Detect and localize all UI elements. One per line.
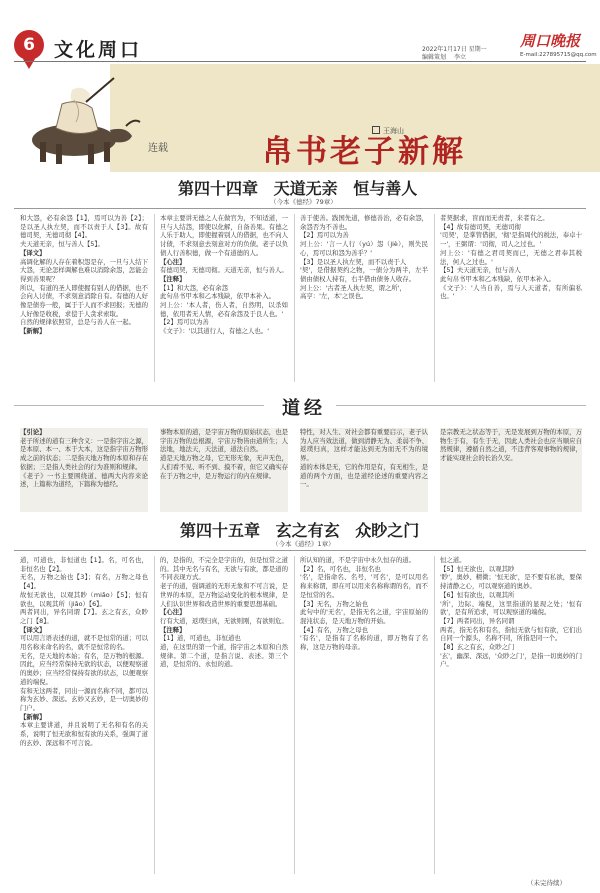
paragraph: '所'，边际、端倪，这里指道的显现之处；'恒有欲'，是有所追求，可以观察道的端倪。 bbox=[440, 599, 582, 617]
paragraph: 【4】故有德司契，无德司彻 bbox=[440, 222, 521, 231]
paragraph: 【3】是以圣人执左契，而不以责于人 bbox=[300, 257, 407, 266]
paragraph: 可以用言语表述的道，就不是恒常的道；可以用名称来命名的名，就不是恒常的名。 bbox=[20, 634, 148, 652]
paragraph: 【8】玄之有玄，众眇之门 bbox=[440, 643, 515, 652]
contact-email: E-mail:227895715@qq.com bbox=[520, 52, 597, 58]
paragraph: 本章主要讲道，并且说明了无名和有名的关系，说明了恒无欲和恒有欲的关系，强调了道的玄妙、深远和不可言说。 bbox=[20, 721, 148, 747]
header-rule bbox=[14, 61, 586, 62]
paragraph: 老子所述的道有三种含义：一是指宇宙之源，是本原、本一、本于大本，这是指宇宙万物形成之前的状态；二是指天地万物的本原和存在依据；三是指人类社会的行为准则和规律。 bbox=[20, 436, 148, 471]
chapter45-title bbox=[180, 518, 429, 541]
paragraph: 河上公：'有德之君司契而已，无德之君奉其税法，何人之过也。' bbox=[440, 248, 582, 266]
paragraph: 《老子》一书主要围绕道、德两大内容来论述，上篇称为道经，下篇称为德经。 bbox=[20, 471, 148, 489]
paragraph: 【1】和大怨，必有余怨 bbox=[160, 283, 228, 292]
paragraph: 老子的道，强调道的无形无象和不可言说，是世界的本原，是万物运动变化的根本规律，是人们认识世界和改造世界的重要思想基础。 bbox=[160, 582, 288, 608]
paragraph: 【5】恒无欲也，以观其眇 bbox=[440, 564, 515, 573]
paragraph: 无名，是天地的本始；有名，是万物的根源。 bbox=[20, 651, 148, 660]
chapter44-number: 第四十四章 bbox=[178, 179, 259, 198]
paragraph: 有德司契，无德司彻。天道无亲，恒与善人。 bbox=[160, 266, 288, 275]
paragraph: 高调化解的人存在着积怨是存，一旦与人结下大怨，无论怎样调解也难以消除余怨，怎能会得到善果呢？ bbox=[20, 257, 148, 283]
paragraph: 此句帛书甲本和乙本残缺，依甲本补入。 bbox=[160, 292, 276, 301]
paragraph: 【2】名，可名也，非恒名也 bbox=[300, 564, 381, 573]
paragraph: 【1】道，可道也，非恒道也 bbox=[160, 634, 241, 643]
serial-title: 帛书老子新解 bbox=[262, 134, 466, 170]
daojing-column-3 bbox=[300, 428, 428, 512]
daojing-column-1 bbox=[20, 428, 148, 512]
paragraph: 是宗教无之状态等于，无是发展到万物的本原，万物生于有，有生于无，因此人类社会也应当顺应自然规律，遵循自然之道，不违背客观事物的规律，才能实现社会的长治久安。 bbox=[440, 428, 582, 463]
paragraph: 故恒无欲也，以观其眇（miǎo）【5】；恒有欲也，以观其所（jiǎo）【6】。 bbox=[20, 590, 148, 608]
column-divider bbox=[154, 556, 155, 874]
chapter45-phrase-b: 众眇之门 bbox=[355, 521, 420, 540]
chapter44-source: （今本《德经》79章） bbox=[270, 198, 337, 206]
section-label: 【注释】 bbox=[160, 625, 186, 634]
section-label: 【心注】 bbox=[160, 257, 186, 266]
paragraph: 所以，有道的圣人即使握有别人的借据，也不会向人讨债，不求刻意消除自有。有德的人好像是债券一般，属于于人而不求回报；无德的人好像是收税，求偿于人贪求索取。 bbox=[20, 283, 148, 318]
paragraph: 行有大道，返璞归真，无欲则刚，有欲则危。 bbox=[160, 616, 288, 625]
paragraph: 善于使善。践国先道，修德善治，必有余怨，余怨否为不善也。 bbox=[300, 214, 428, 231]
paragraph: 道，在这里的第一个道，指宇宙之本原和自然规律。第二个道，是指言说、表述。第三个道，是恒常的、永恒的道。 bbox=[160, 643, 288, 669]
chapter45-column-3 bbox=[300, 556, 428, 874]
proofreader-name: 李立 bbox=[453, 54, 466, 61]
editor-label: 编辑策划 bbox=[422, 54, 447, 61]
paragraph: 【2】焉可以为善 bbox=[300, 231, 349, 240]
paragraph: 河上公：'古者圣人执左契，谓之所'， bbox=[300, 283, 406, 292]
paragraph: 恒之道。 bbox=[440, 556, 466, 564]
paragraph: 无名，万物之始也【3】；有名，万物之母也【4】。 bbox=[20, 573, 148, 591]
section-label: 【新解】 bbox=[20, 712, 46, 721]
section-label: 【新解】 bbox=[20, 327, 46, 336]
section-label: 【注释】 bbox=[160, 274, 186, 283]
paragraph: '玄'，幽深、深远，'众眇之门'，是指一切奥妙的门户。 bbox=[440, 651, 582, 669]
section-name: 文化周口 bbox=[54, 39, 143, 61]
section-rule-right bbox=[336, 405, 586, 406]
paragraph: '有名'，是指有了名称的道，即万物有了名称，这是万物的母亲。 bbox=[300, 634, 428, 652]
daojing-label: 道经 bbox=[282, 398, 326, 419]
column-divider bbox=[294, 214, 295, 382]
chapter44-phrase-b: 恒与善人 bbox=[353, 179, 418, 198]
section-label: 【译文】 bbox=[20, 248, 46, 257]
paragraph: 《文子》：'以其道行人，有德之人也。' bbox=[160, 327, 269, 336]
paragraph: 此句帛书甲本和乙本残缺，依甲本补入。 bbox=[440, 274, 556, 283]
chapter45-column-1 bbox=[20, 556, 148, 874]
to-be-continued: （未完待续） bbox=[527, 879, 566, 887]
paragraph: 河上公：'本人者，伤人者，自然明，以杀如德，依用者无人情，必有余怨及于良人也。' bbox=[160, 301, 288, 318]
daojing-column-2 bbox=[160, 428, 288, 512]
paragraph: 【5】夫天道无亲，恒与善人 bbox=[440, 266, 521, 275]
paragraph: 特性，对人生、对社会都有重要启示，老子认为人应当效法道，做到清静无为、柔弱不争、返璞归真，这样才能达到无为而无不为的境界。 bbox=[300, 428, 428, 463]
paragraph: '司契'，是掌管借据，'彻'是指周代的税法，奉卓十一'，王弼谓：'司彻，司人之过也。' bbox=[440, 231, 582, 249]
paragraph: 的，是指的，不完全是宇宙的，但是恒常之道的。其中无名与有名，无欲与有欲，都是道的不同表现方式。 bbox=[160, 556, 288, 582]
paragraph: 事物本原的道，是宇宙万物的原始状态，也是宇宙万物的总根源，宇宙万物皆由道所生；人法地，地法天，天法道，道法自然。 bbox=[160, 428, 288, 454]
paragraph: 【4】有名，万物之母也 bbox=[300, 625, 368, 634]
column-divider bbox=[154, 214, 155, 382]
chapter45-column-2 bbox=[160, 556, 288, 874]
chapter45-column-4 bbox=[440, 556, 582, 874]
paragraph: 有和无这两者，同出一源而名称不同，都可以称为玄妙、深远。玄妙又玄妙，是一切奥妙的门户。 bbox=[20, 686, 148, 712]
section-rule-left bbox=[14, 405, 264, 406]
laozi-on-ox-illustration bbox=[14, 70, 144, 170]
chapter45-source: （今本《道经》1章） bbox=[272, 540, 335, 548]
editor-line bbox=[422, 52, 472, 61]
chapter44-rule bbox=[14, 208, 586, 209]
paragraph: 【3】无名，万物之始也 bbox=[300, 599, 368, 608]
column-divider bbox=[434, 556, 435, 874]
newspaper-logo: 周口晚报 bbox=[520, 32, 581, 50]
column-divider bbox=[434, 214, 435, 382]
paragraph: 夫天道无亲，恒与善人【5】。 bbox=[20, 240, 104, 249]
chapter44-column-1 bbox=[20, 214, 148, 382]
paragraph: 和大怨，必有余怨【1】，焉可以为善【2】；是以圣人执左契，而不以责于人【3】。故有德司契，无德司彻【4】。 bbox=[20, 214, 148, 240]
author-byline: 王海山 bbox=[372, 126, 404, 136]
chapter44-title bbox=[178, 176, 427, 199]
serial-tag: 连载 bbox=[148, 143, 168, 154]
serial-banner bbox=[0, 64, 600, 172]
paragraph: 此句中的'无名'，是指无名之道，宇宙原始的混沌状态，是天地万物的开始。 bbox=[300, 608, 428, 625]
page-number-badge: 6 bbox=[14, 30, 44, 60]
page-header bbox=[0, 0, 600, 62]
paragraph: 道是天地万物之母，它无形无象，无声无色，人们看不见、听不到、摸不着，但它又确实存在于万物之中，是万物运行的内在规律。 bbox=[160, 454, 288, 480]
paragraph: 两者，指无名和有名，指恒无欲与恒有欲，它们出自同一个源头，名称不同，所指是同一个。 bbox=[440, 625, 582, 643]
paragraph: 道的本体是无，它的作用是有，有无相生，是道的两个方面，也是道经论述的重要内容之一。 bbox=[300, 462, 428, 489]
paragraph: '契'，是借据契约之物，一债分为两半，左半债由债权人持有，右半借由债务人收存。 bbox=[300, 266, 428, 283]
paragraph: 【6】恒有欲也，以观其所 bbox=[440, 590, 515, 599]
section-label: 【译文】 bbox=[20, 625, 46, 634]
chapter45-phrase-a: 玄之有玄 bbox=[275, 521, 340, 540]
chapter44-column-4 bbox=[440, 214, 582, 382]
paragraph: 高亨：'左，本'之误也。 bbox=[300, 292, 368, 301]
paragraph: 者契据求，盲而而无责者，来者有之。 bbox=[440, 214, 549, 222]
section-label: 【心注】 bbox=[160, 608, 186, 617]
paragraph: 因此，应当经常保持无欲的状态，以便观察道的奥妙；应当经常保持有欲的状态，以便观察道的端倪。 bbox=[20, 660, 148, 686]
column-divider bbox=[294, 556, 295, 874]
paragraph: '名'，是指命名、名号，'可名'，是可以用名称来称谓，即在可以用来名称称谓的名，而不是恒常的名。 bbox=[300, 573, 428, 599]
daojing-column-4 bbox=[440, 428, 582, 512]
daojing-section-header bbox=[0, 386, 600, 426]
chapter45-number: 第四十五章 bbox=[180, 521, 261, 540]
paragraph: 两者同出，异名同谓【7】。玄之有玄，众眇之门【8】。 bbox=[20, 608, 148, 625]
chapter44-column-2 bbox=[160, 214, 288, 382]
paragraph: 《文子》：'人当自善，焉与人天道者，有所偏私也。' bbox=[440, 283, 582, 301]
paragraph: 【7】两者同出，异名同谓 bbox=[440, 616, 515, 625]
paragraph: 道，可道也，非恒道也【1】。名，可名也，非恒名也【2】。 bbox=[20, 556, 148, 573]
paragraph: 河上公：'言一人行（yú）怨（jiè），则失民心，焉可以和怨为善乎？' bbox=[300, 240, 428, 257]
section-label: 【引论】 bbox=[20, 428, 46, 436]
issue-date: 2022年1月17日 星期一 bbox=[422, 46, 487, 53]
chapter45-rule bbox=[14, 550, 586, 551]
chapter44-phrase-a: 天道无亲 bbox=[273, 179, 338, 198]
chapter44-column-3 bbox=[300, 214, 428, 382]
paragraph: 所认知的道，不是宇宙中永久恒存的道。 bbox=[300, 556, 416, 564]
paragraph: 【2】焉可以为善 bbox=[160, 318, 209, 327]
paragraph: 本章主要讲无德之人在做官为，不知适道，一旦与人结怨，即使以化解，自备善果。有德之人乐于助人，即使握着别人的借据，也不向人讨债，不求刻意去刻意对方的负债。老子以负债人行善积德，做一个有道德的人。 bbox=[160, 214, 288, 257]
paragraph: 自然的规律依照常，总是与善人在一起。 bbox=[20, 318, 136, 327]
paragraph: '眇'，奥妙、精微；'恒无欲'，是不要有私欲，要保持清静之心，可以观察道的奥妙。 bbox=[440, 573, 582, 591]
